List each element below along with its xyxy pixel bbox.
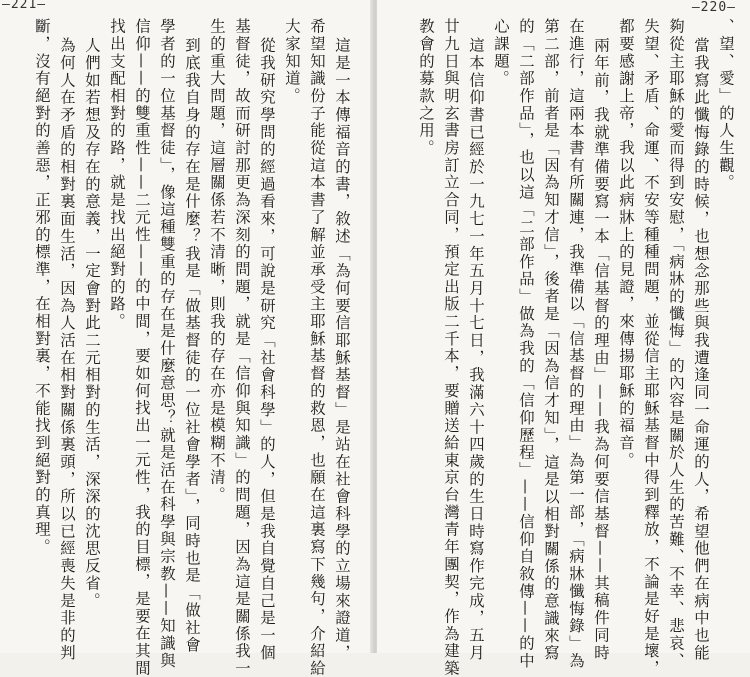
left-col-7: 到底我自身的存在是什麼？我是「做基督徒的一位社會學者」，同時也是「做社會 xyxy=(183,37,201,654)
right-page xyxy=(377,0,750,677)
left-col-5: 基督徒，故而研討那更為深刻的問題，就是「信仰與知識」的問題，因為這是關係我一 xyxy=(233,18,251,677)
right-col-3: 夠從主耶穌的愛而得到安慰，「病牀的懺悔」的內容是關於人生的苦難、不幸、悲哀、 xyxy=(667,18,685,670)
right-col-9: 的「二部作品」，也以這「二部作品」做為我的「信仰歷程」——信仰自敘傳——的中 xyxy=(517,18,535,670)
right-col-2: 當我寫此懺悔錄的時候，也想念那些與我遭逢同一命運的人，希望他們在病中也能 xyxy=(692,37,710,662)
left-col-11: 人們如若想及存在的意義，一定會對此二元相對的生活，深深的沈思反省。 xyxy=(83,37,101,610)
left-col-1: 這是一本傳福音的書，敘述「為何要信耶穌基督」是站在社會科學的立場來證道， xyxy=(333,37,351,662)
left-col-3: 大家知道。 xyxy=(283,18,301,105)
left-page-number: —221— xyxy=(2,0,47,12)
left-page xyxy=(0,0,373,677)
right-col-6: 兩年前，我就準備要寫一本「信基督的理由」——我為何要信基督——其稿件同時 xyxy=(592,37,610,662)
right-page-number: —220— xyxy=(691,0,736,15)
right-col-4: 失望、矛盾、命運、不安等種種問題，並從信主耶穌基督中得到釋放，不論是好是壞， xyxy=(642,18,660,677)
right-col-11: 這本信仰書已經於一九七一年五月十七日，我滿六十四歲的生日時寫作完成，五月 xyxy=(467,37,485,662)
left-col-6: 生的重大問題，這層關係若不清晰，則我的存在亦是模糊不清。 xyxy=(208,18,226,504)
left-col-13: 斷，沒有絕對的善惡，正邪的標準，在相對裏，不能找到絕對的真理。 xyxy=(33,18,51,556)
left-col-4: 從我研究學問的經過看來，可說是研究「社會科學」的人，但是我自覺自己是一個 xyxy=(258,37,276,662)
left-col-2: 希望知識份子能從這本書了解並承受主耶穌基督的救恩，也願在這裏寫下幾句，介紹給 xyxy=(308,18,326,677)
right-col-1: 、望、愛」的人生觀。 xyxy=(717,18,735,192)
right-col-5: 都要感謝上帝，我以此病牀上的見證，來傳揚耶穌的福音。 xyxy=(617,18,635,470)
left-col-10: 找出支配相對的路，就是找出絕對的路。 xyxy=(108,18,126,331)
left-col-8: 學者的一位基督徒」，像這種雙重的存在是什麼意思？就是活在科學與宗教——知識與 xyxy=(158,18,176,670)
right-col-7: 在進行，這兩本書有所關連，我準備以「信基督的理由」為第一部，「病牀懺悔錄」為 xyxy=(567,18,585,670)
left-col-9: 信仰——的雙重性——二元性——的中間，要如何找出一元性，我的目標，是要在其間 xyxy=(133,18,151,677)
right-col-10: 心課題。 xyxy=(492,18,510,88)
right-col-12: 廿九日與明玄書房訂立合同，預定出版二千本，要贈送給東京台灣青年團契，作為建築 xyxy=(442,18,460,677)
right-col-13: 教會的募款之用。 xyxy=(417,18,435,157)
left-col-12: 為何人在矛盾的相對裏面生活，因為人活在相對關係裏頭，所以已經喪失是非的判 xyxy=(58,37,76,662)
right-col-8: 第二部，前者是「因為知才信」，後者是「因為信才知」，這是以相對關係的意識來寫 xyxy=(542,18,560,662)
